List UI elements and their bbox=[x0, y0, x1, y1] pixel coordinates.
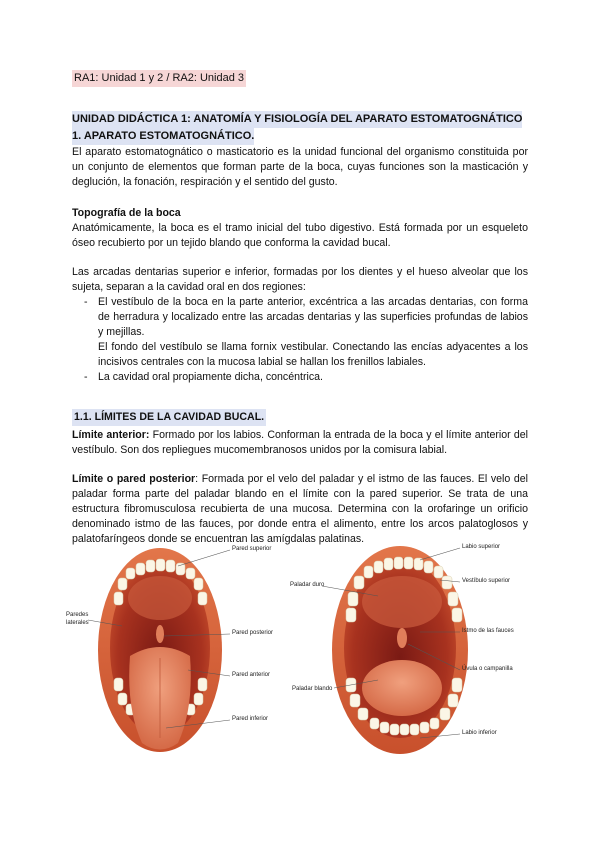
label-pared-anterior: Pared anterior bbox=[232, 672, 271, 678]
label-paladar-duro: Paladar duro bbox=[290, 582, 325, 588]
unit-title: UNIDAD DIDÁCTICA 1: ANATOMÍA Y FISIOLOGÍA DEL APARATO ESTOMATOGNÁTICO 1. APARATO ESTOMATOGNÁTICO. bbox=[72, 111, 528, 145]
anterior-limit-paragraph: Límite anterior: Formado por los labios. Conforman la entrada de la boca y el límite anterior del vestíbulo. Son dos repliegues mucomembranosos unidos por la comisura labial. bbox=[72, 429, 528, 456]
label-laterales: laterales bbox=[66, 620, 89, 626]
regions-list-2 bbox=[72, 370, 528, 385]
course-reference: RA1: Unidad 1 y 2 / RA2: Unidad 3 bbox=[72, 70, 246, 87]
regions-list bbox=[72, 295, 528, 340]
posterior-limit-label: Límite o pared posterior bbox=[72, 473, 196, 485]
list-item-continuation: El fondo del vestíbulo se llama fornix vestibular. Conectando las encías adyacentes a los incisivos centrales con la mucosa labial se hallan los frenillos labiales. bbox=[98, 341, 528, 368]
anterior-limit-label: Límite anterior: bbox=[72, 429, 150, 441]
label-pared-inferior: Pared inferior bbox=[232, 716, 269, 722]
label-istmo-fauces: Istmo de las fauces bbox=[462, 628, 514, 634]
mouth-illustrations bbox=[60, 538, 540, 756]
document-page bbox=[72, 70, 528, 547]
topography-paragraph-2: Las arcadas dentarias superior e inferior, formadas por los dientes y el hueso alveolar que los sujeta, separan a la cavidad oral en dos regiones: bbox=[72, 266, 528, 293]
label-labio-superior: Labio superior bbox=[462, 544, 501, 550]
mouth-anatomy-figure bbox=[60, 538, 540, 756]
left-mouth-drawing bbox=[98, 548, 222, 752]
label-vestibulo-superior: Vestíbulo superior bbox=[462, 578, 511, 584]
right-mouth-drawing bbox=[332, 546, 468, 754]
label-pared-posterior: Pared posterior bbox=[232, 630, 274, 636]
limits-title: 1.1. LÍMITES DE LA CAVIDAD BUCAL. bbox=[72, 409, 528, 426]
label-uvula: Úvula o campanilla bbox=[462, 666, 513, 672]
label-paladar-blando: Paladar blando bbox=[292, 686, 333, 692]
list-item: - El vestíbulo de la boca en la parte anterior, excéntrica a las arcadas dentarias, con forma de herradura y localizado entre las arcadas dentarias y las superficies profundas de labios y mejillas. bbox=[72, 295, 528, 340]
list-item: - La cavidad oral propiamente dicha, concéntrica. bbox=[72, 370, 528, 385]
topography-heading: Topografía de la boca bbox=[72, 207, 181, 219]
label-labio-inferior: Labio inferior bbox=[462, 730, 497, 736]
intro-paragraph: El aparato estomatognático o masticatorio es la unidad funcional del organismo constituida por un conjunto de elementos que forman parte de la boca, cuyas funciones son la masticación y deglución, la fonación, respiración y el sentido del gusto. bbox=[72, 146, 528, 188]
section-title: 1. APARATO ESTOMATOGNÁTICO. bbox=[72, 128, 254, 145]
label-pared-superior: Pared superior bbox=[232, 546, 272, 552]
topography-paragraph-1: Anatómicamente, la boca es el tramo inicial del tubo digestivo. Está formada por un esqueleto óseo recubierto por un tejido blando que conforma la cavidad bucal. bbox=[72, 222, 528, 249]
posterior-limit-paragraph: Límite o pared posterior: Formada por el velo del paladar y el istmo de las fauces. El velo del paladar forma parte del paladar blando en el límite con la pared superior. Se trata de una estructura fibromusculosa recubierta de una mucosa. Determina con la orofaringe un orificio denominado istmo de las fauces, por donde entra el alimento, entre los arcos palatoglosos y palatofaríngeos donde se encuentran las amígdalas palatinas. bbox=[72, 473, 528, 545]
label-paredes: Paredes bbox=[66, 612, 89, 618]
